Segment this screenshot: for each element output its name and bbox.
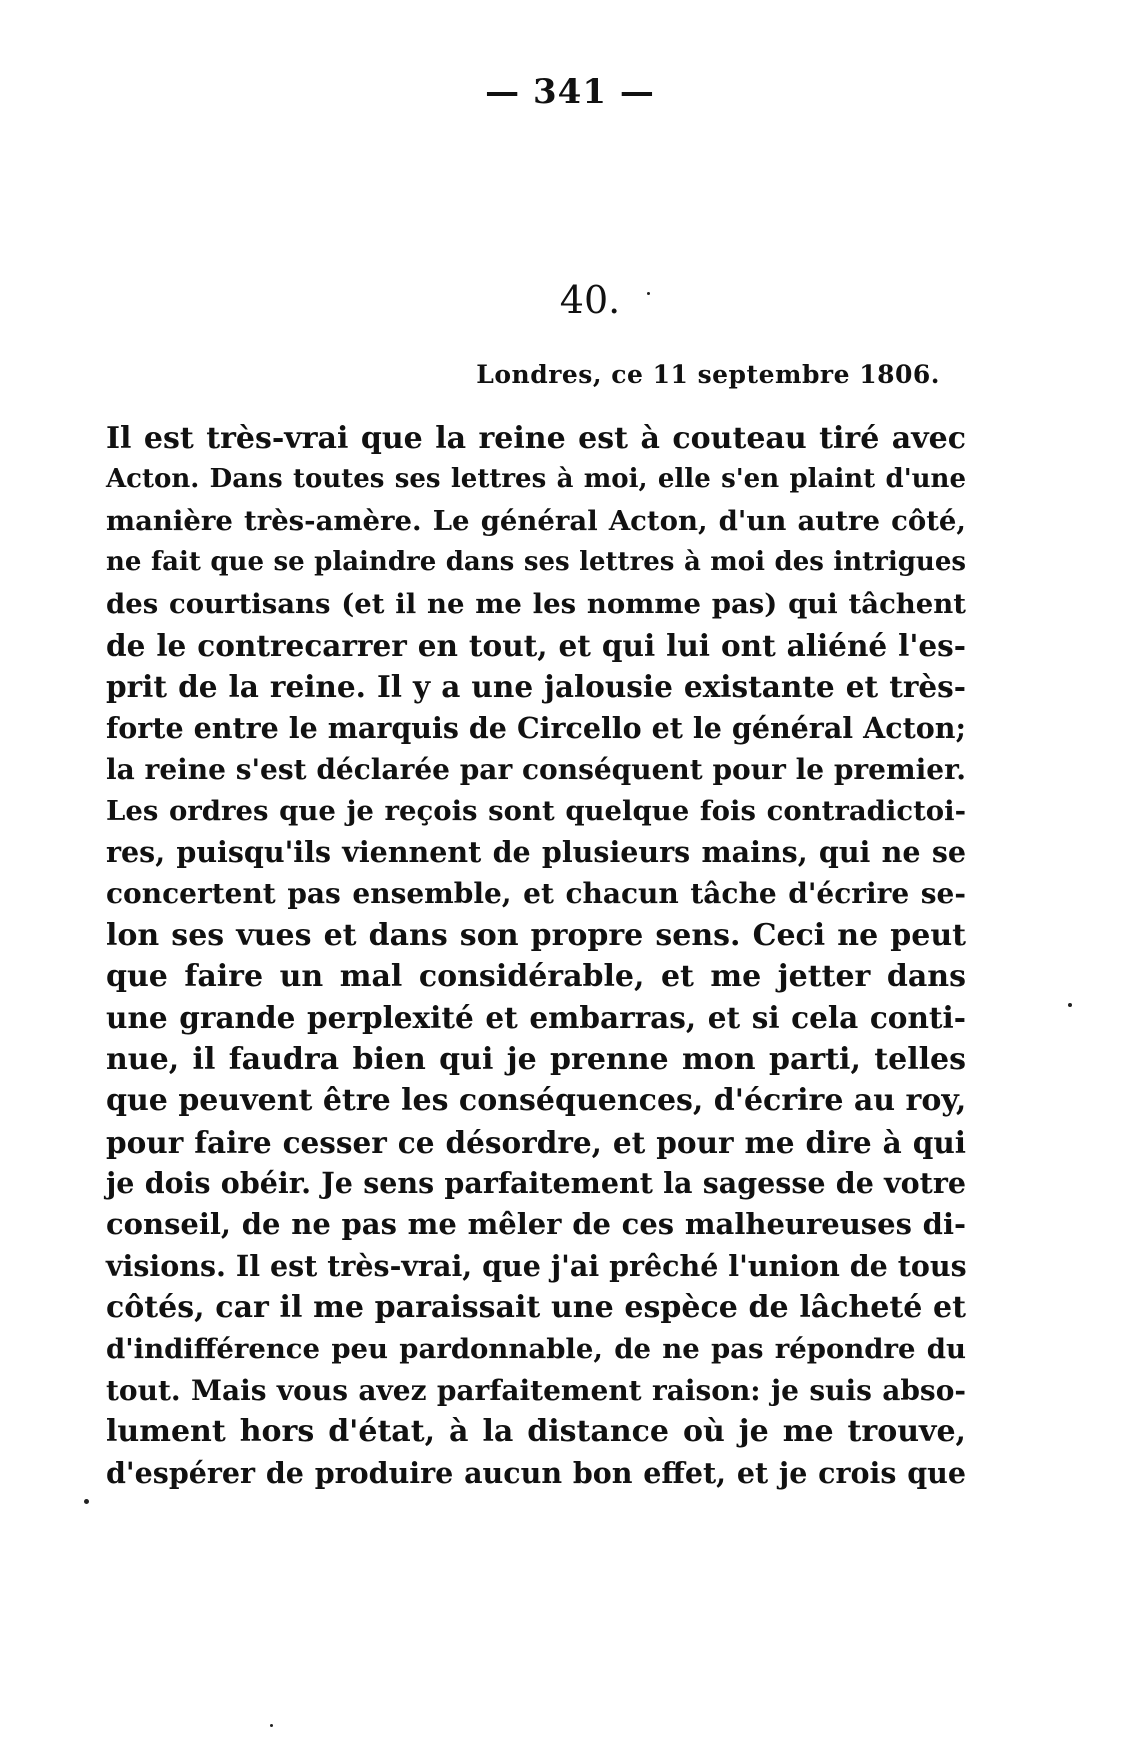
- text-line: d'indifférence peu pardonnable, de ne pas répondre du: [106, 1332, 966, 1365]
- ink-speck: [270, 1724, 273, 1727]
- letter-body: [106, 418, 966, 1494]
- text-line: lument hors d'état, à la distance où je me trouve,: [106, 1414, 966, 1450]
- text-line: la reine s'est déclarée par conséquent pour le premier.: [106, 753, 966, 787]
- text-line: que faire un mal considérable, et me jetter dans: [106, 959, 966, 995]
- ink-speck: [1068, 1003, 1072, 1007]
- text-line: Il est très-vrai que la reine est à couteau tiré avec: [106, 421, 966, 456]
- text-line: visions. Il est très-vrai, que j'ai prêché l'union de tous: [106, 1248, 967, 1283]
- letter-dateline: Londres, ce 11 septembre 1806.: [476, 360, 940, 389]
- text-line: lon ses vues et dans son propre sens. Ceci ne peut: [106, 917, 966, 953]
- text-line: de le contrecarrer en tout, et qui lui ont aliéné l'es-: [106, 627, 966, 663]
- text-line: prit de la reine. Il y a une jalousie existante et très-: [106, 669, 966, 705]
- text-line: conseil, de ne pas me mêler de ces malheureuses di-: [106, 1207, 966, 1242]
- text-line: que peuvent être les conséquences, d'écrire au roy,: [106, 1083, 967, 1119]
- text-line: je dois obéir. Je sens parfaitement la sagesse de votre: [106, 1166, 966, 1201]
- text-line: manière très-amère. Le général Acton, d'un autre côté,: [106, 504, 966, 537]
- text-line: nue, il faudra bien qui je prenne mon parti, telles: [106, 1041, 966, 1077]
- text-line: Les ordres que je reçois sont quelque fois contradictoi-: [106, 794, 966, 827]
- text-line: côtés, car il me paraissait une espèce de lâcheté et: [106, 1290, 966, 1326]
- text-line: tout. Mais vous avez parfaitement raison: je suis abso-: [106, 1373, 966, 1407]
- text-line: des courtisans (et il ne me les nomme pas) qui tâchent: [106, 587, 966, 620]
- text-line: Acton. Dans toutes ses lettres à moi, elle s'en plaint d'une: [106, 464, 966, 495]
- page-number: — 341 —: [485, 72, 655, 112]
- text-line: une grande perplexité et embarras, et si cela conti-: [106, 1000, 966, 1036]
- ink-speck: [84, 1499, 89, 1504]
- text-line: res, puisqu'ils viennent de plusieurs mains, qui ne se: [106, 834, 966, 869]
- text-line: forte entre le marquis de Circello et le général Acton;: [106, 710, 966, 745]
- text-line: concertent pas ensemble, et chacun tâche d'écrire se-: [106, 877, 966, 911]
- text-line: pour faire cesser ce désordre, et pour me dire à qui: [106, 1124, 966, 1160]
- ink-speck: [647, 292, 650, 295]
- letter-number: 40.: [559, 278, 621, 322]
- text-line: ne fait que se plaindre dans ses lettres à moi des intrigues: [106, 547, 966, 578]
- text-line: d'espérer de produire aucun bon effet, et je crois que: [106, 1455, 966, 1490]
